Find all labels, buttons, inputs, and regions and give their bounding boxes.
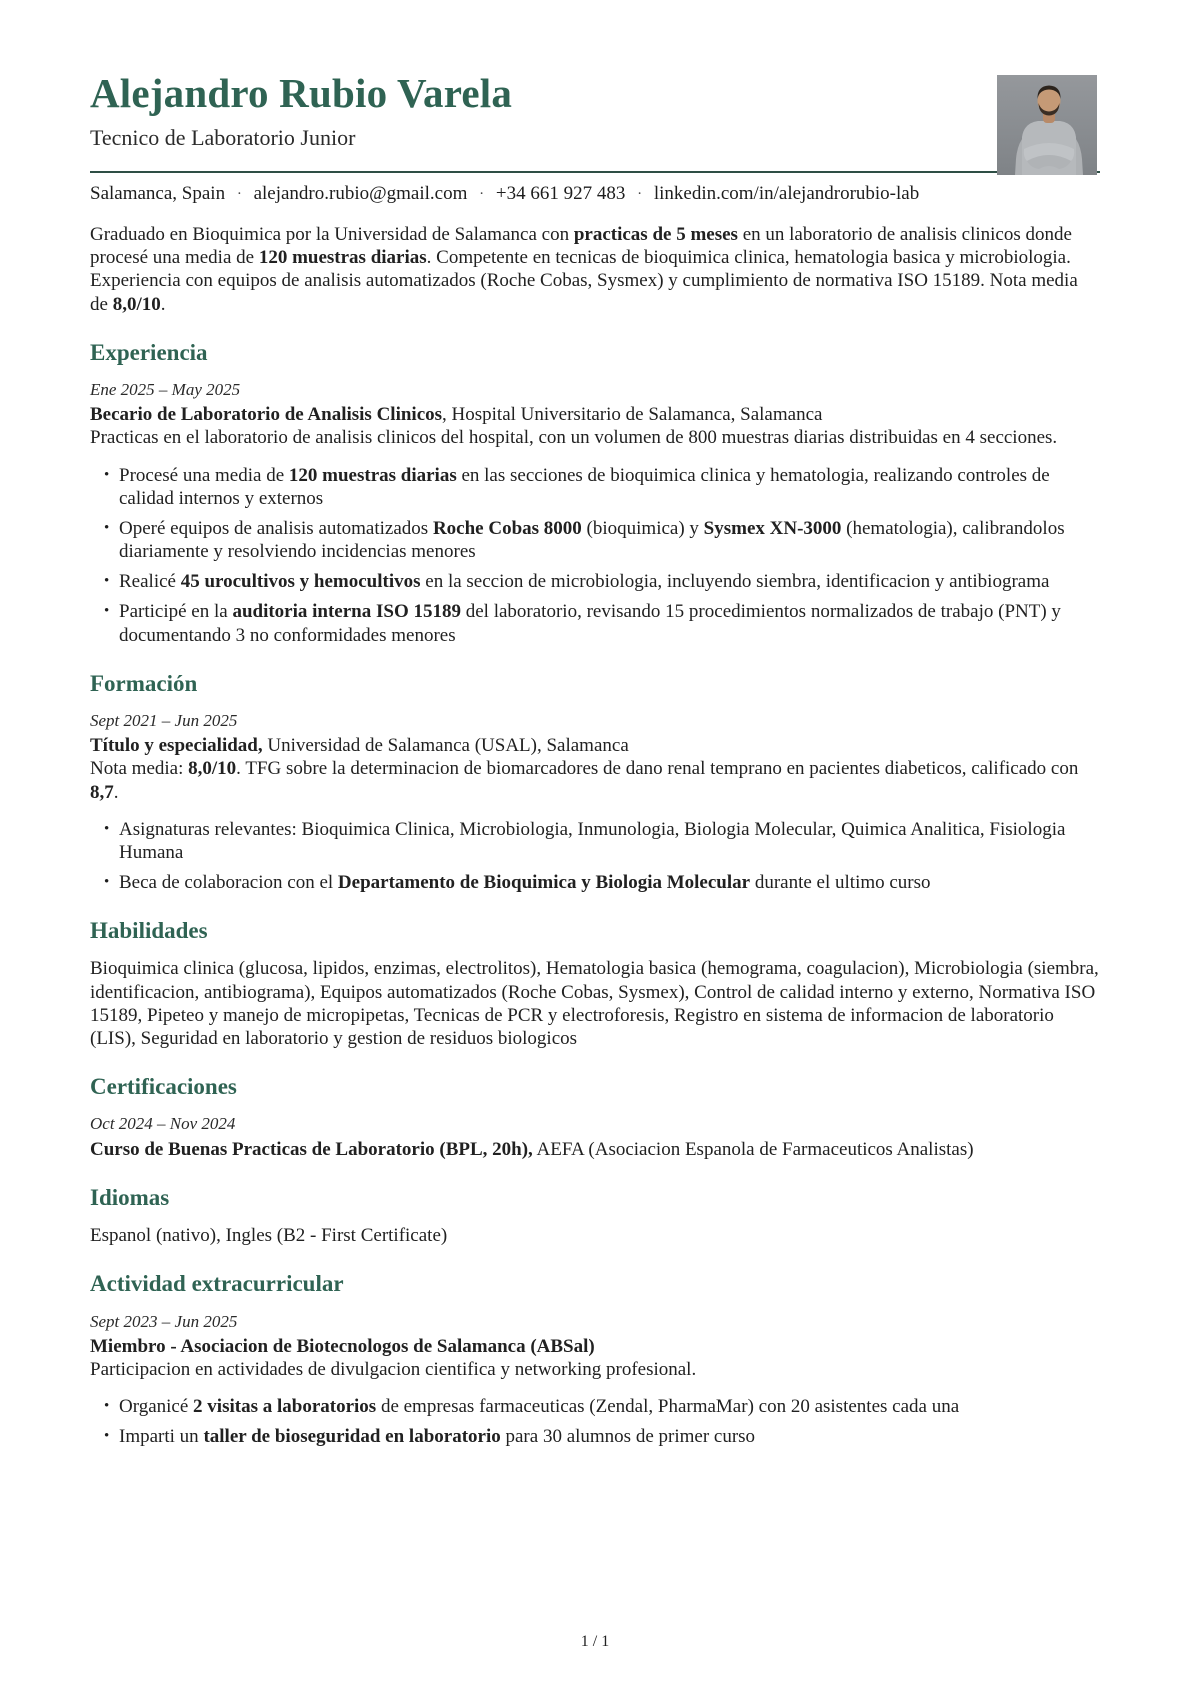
bullet-item: • Asignaturas relevantes: Bioquimica Clinica, Microbiologia, Inmunologia, Biologia Molecular, Quimica Analitica, Fisiologia Humana [104, 818, 1100, 864]
contact-line [90, 183, 1100, 205]
entry-dates: Sept 2021 – Jun 2025 [90, 711, 238, 731]
section-heading-experience: Experiencia [90, 339, 208, 365]
section-experience [90, 340, 1100, 647]
activities-bullet-list [90, 1395, 1100, 1448]
contact-separator: · [479, 186, 485, 203]
entry-description: Participacion en actividades de divulgacion cientifica y networking profesional. [90, 1358, 697, 1380]
contact-separator: · [637, 186, 643, 203]
bullet-item: • Participé en la auditoria interna ISO 15189 del laboratorio, revisando 15 procedimientos normalizados de trabajo (PNT) y documentando 3 no conformidades menores [104, 600, 1100, 646]
section-heading-activities: Actividad extracurricular [90, 1271, 344, 1297]
entry-description: Nota media: 8,0/10. TFG sobre la determinacion de biomarcadores de dano renal temprano en pacientes diabeticos, calificado con 8,7. [90, 758, 1079, 803]
section-education [90, 671, 1100, 894]
section-languages [90, 1185, 1100, 1247]
section-activities [90, 1271, 1100, 1448]
entry-description: Practicas en el laboratorio de analisis clinicos del hospital, con un volumen de 800 muestras diarias distribuidas en 4 secciones. [90, 427, 1058, 449]
bullet-item: • Beca de colaboracion con el Departamento de Bioquimica y Biologia Molecular durante el ultimo curso [104, 871, 1100, 894]
section-heading-education: Formación [90, 670, 198, 696]
languages-text: Espanol (nativo), Ingles (B2 - First Certificate) [90, 1225, 448, 1247]
certification-entry [90, 1113, 1100, 1160]
contact-location: Salamanca, Spain [90, 183, 226, 205]
contact-phone: +34 661 927 483 [495, 183, 626, 205]
page-number: 1 / 1 [580, 1633, 610, 1650]
experience-bullet-list [90, 464, 1100, 647]
entry-title: Miembro - Asociacion de Biotecnologos de Salamanca (ABSal) [90, 1335, 595, 1357]
section-skills [90, 918, 1100, 1050]
bullet-item: • Imparti un taller de bioseguridad en laboratorio para 30 alumnos de primer curso [104, 1425, 1100, 1448]
experience-entry [90, 379, 1100, 647]
profile-photo-image [997, 75, 1097, 175]
contact-email: alejandro.rubio@gmail.com [253, 183, 468, 205]
entry-title: Título y especialidad, Universidad de Salamanca (USAL), Salamanca [90, 735, 629, 757]
page-footer [0, 1633, 1190, 1651]
education-bullet-list [90, 818, 1100, 895]
header-divider [90, 171, 1100, 173]
skills-paragraph: Bioquimica clinica (glucosa, lipidos, enzimas, electrolitos), Hematologia basica (hemograma, coagulacion), Microbiologia (siembra, identificacion, antibiograma), Equipos automatizados (Roche Cobas, Sysmex), Control de calidad interno y externo, Normativa ISO 15189, Pipeteo y manejo de micropipetas, Tecnicas de PCR y electroforesis, Registro en sistema de informacion de laboratorio (LIS), Seguridad en laboratorio y gestion de residuos biologicos [90, 958, 1099, 1049]
entry-title: Curso de Buenas Practicas de Laboratorio (BPL, 20h), AEFA (Asociacion Espanola de Farmaceuticos Analistas) [90, 1138, 974, 1160]
section-heading-skills: Habilidades [90, 918, 208, 944]
entry-title: Becario de Laboratorio de Analisis Clinicos, Hospital Universitario de Salamanca, Salamanca [90, 404, 823, 426]
bullet-item: • Operé equipos de analisis automatizados Roche Cobas 8000 (bioquimica) y Sysmex XN-3000 (hematologia), calibrandolos diariamente y resolviendo incidencias menores [104, 517, 1100, 563]
activity-entry [90, 1311, 1100, 1449]
section-heading-certifications: Certificaciones [90, 1074, 237, 1100]
bullet-item: • Organicé 2 visitas a laboratorios de empresas farmaceuticas (Zendal, PharmaMar) con 20 asistentes cada una [104, 1395, 1100, 1418]
bullet-item: • Procesé una media de 120 muestras diarias en las secciones de bioquimica clinica y hematologia, realizando controles de calidad internos y externos [104, 464, 1100, 510]
section-certifications [90, 1074, 1100, 1161]
header [90, 70, 1100, 151]
profile-photo [997, 75, 1097, 175]
education-entry [90, 710, 1100, 894]
entry-dates: Sept 2023 – Jun 2025 [90, 1311, 238, 1331]
person-name: Alejandro Rubio Varela [90, 70, 513, 116]
section-heading-languages: Idiomas [90, 1184, 170, 1210]
entry-dates: Oct 2024 – Nov 2024 [90, 1114, 236, 1134]
bullet-item: • Realicé 45 urocultivos y hemocultivos en la seccion de microbiologia, incluyendo siembra, identificacion y antibiograma [104, 570, 1100, 593]
summary-paragraph: Graduado en Bioquimica por la Universidad de Salamanca con practicas de 5 meses en un laboratorio de analisis clinicos donde procesé una media de 120 muestras diarias. Competente en tecnicas de bioquimica clinica, hematologia basica y microbiologia. Experiencia con equipos de analisis automatizados (Roche Cobas, Sysmex) y cumplimiento de normativa ISO 15189. Nota media de 8,0/10. [90, 224, 1078, 315]
contact-linkedin: linkedin.com/in/alejandrorubio-lab [653, 183, 920, 205]
job-title: Tecnico de Laboratorio Junior [90, 125, 356, 151]
contact-separator: · [236, 186, 242, 203]
entry-dates: Ene 2025 – May 2025 [90, 380, 241, 400]
